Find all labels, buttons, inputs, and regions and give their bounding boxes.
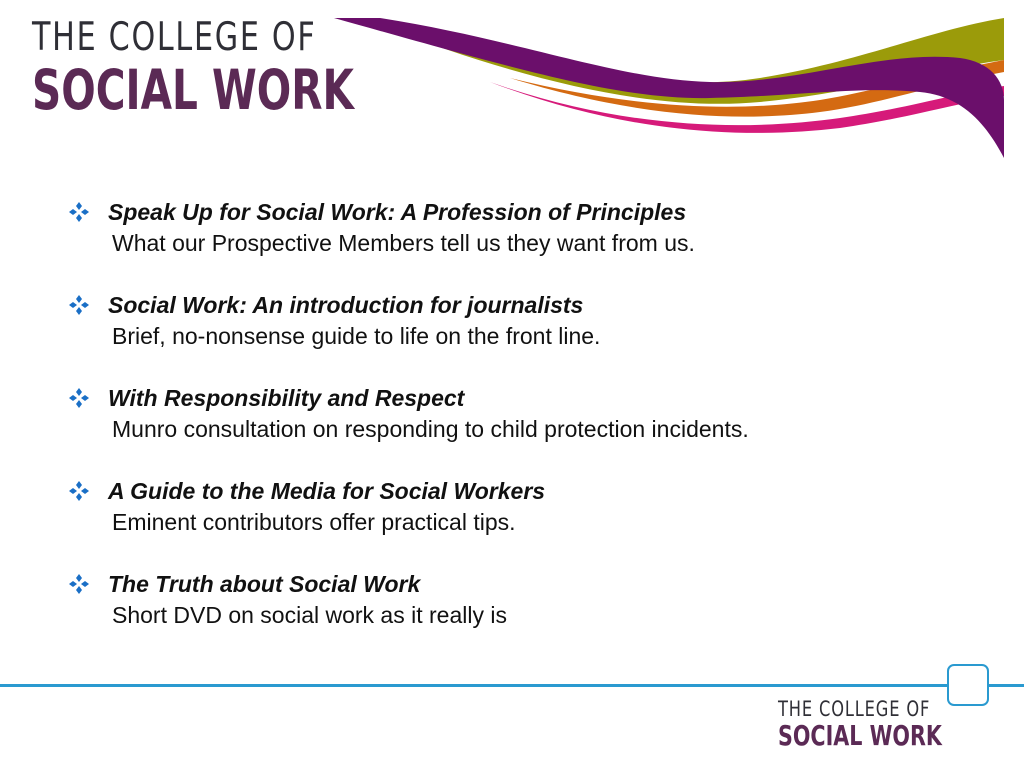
college-logo-bottom (778, 697, 942, 752)
rounded-square-icon (947, 664, 989, 706)
item-title: Social Work: An introduction for journalists (108, 291, 584, 318)
item-title: A Guide to the Media for Social Workers (108, 477, 546, 504)
four-diamond-bullet-icon (68, 382, 108, 414)
item-title: With Responsibility and Respect (108, 384, 465, 411)
item-description: Brief, no-nonsense guide to life on the front line. (112, 323, 601, 349)
logo-line-2: SOCIAL WORK (778, 719, 942, 752)
four-diamond-bullet-icon (68, 196, 108, 228)
item-title: Speak Up for Social Work: A Profession of Principles (108, 198, 687, 225)
list-item (68, 382, 968, 444)
four-diamond-bullet-icon (68, 568, 108, 600)
decorative-swoosh-banner (320, 0, 1024, 170)
logo-line-2: SOCIAL WORK (32, 58, 354, 122)
list-item (68, 196, 968, 258)
item-description: What our Prospective Members tell us they want from us. (112, 230, 695, 256)
item-description: Eminent contributors offer practical tips. (112, 509, 516, 535)
item-description: Munro consultation on responding to child protection incidents. (112, 416, 749, 442)
item-description: Short DVD on social work as it really is (112, 602, 507, 628)
list-item (68, 475, 968, 537)
four-diamond-bullet-icon (68, 289, 108, 321)
four-diamond-bullet-icon (68, 475, 108, 507)
list-item (68, 289, 968, 351)
footer-divider-line (0, 684, 1024, 687)
resource-list (68, 196, 968, 661)
college-logo-top (32, 15, 354, 122)
logo-line-1: THE COLLEGE OF (778, 697, 931, 721)
logo-line-1: THE COLLEGE OF (32, 15, 317, 60)
item-title: The Truth about Social Work (108, 570, 421, 597)
list-item (68, 568, 968, 630)
